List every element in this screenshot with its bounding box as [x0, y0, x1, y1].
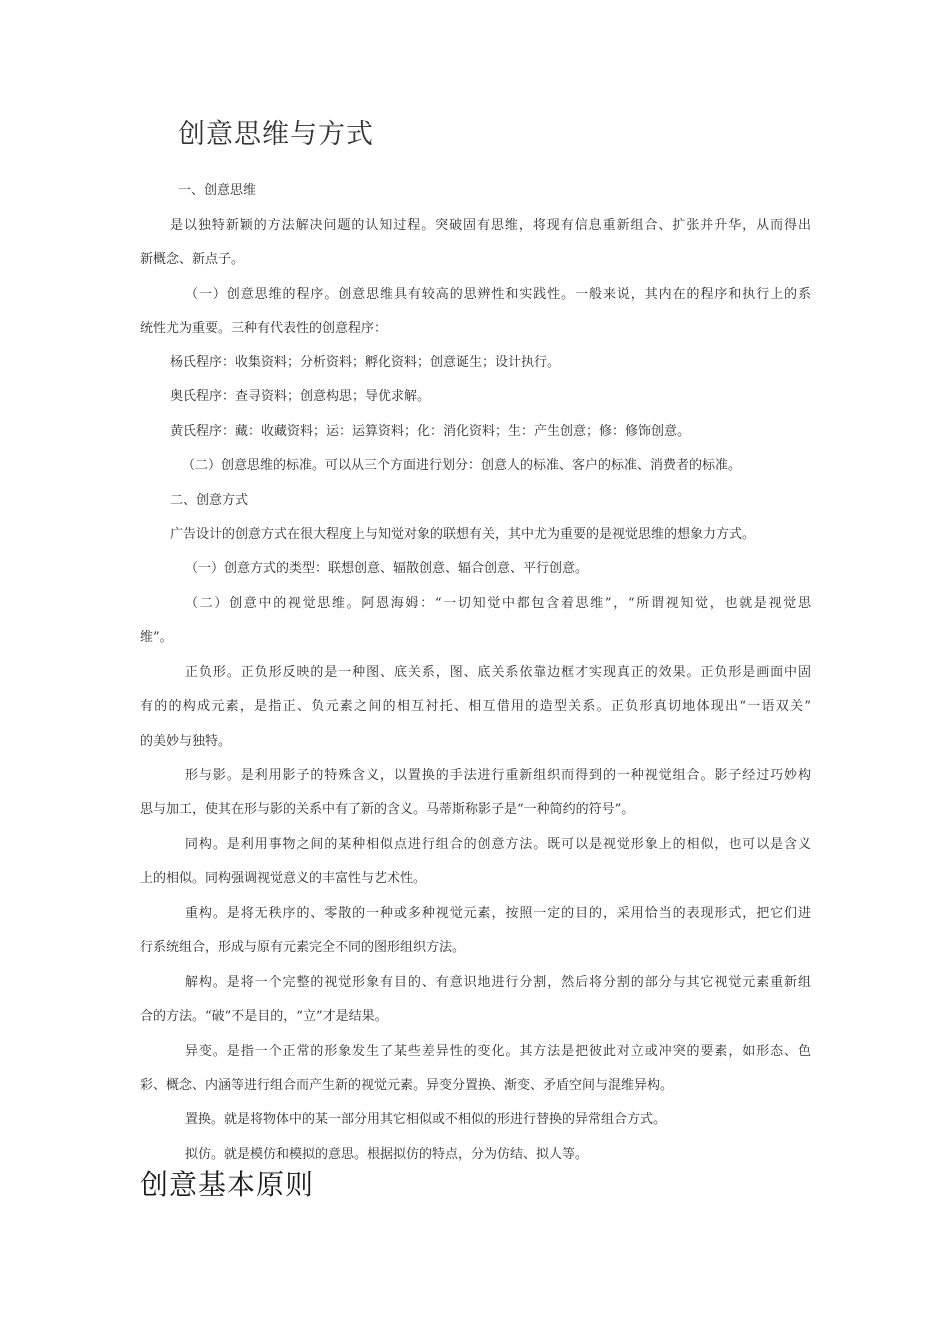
- paragraph-line: 统性尤为重要。三种有代表性的创意程序：: [140, 321, 388, 336]
- paragraph-line: 正负形。正负形反映的是一种图、底关系，图、底关系依靠边框才实现真正的效果。正负形是画面中固: [185, 665, 811, 680]
- paragraph-line: 拟仿。就是模仿和模拟的意思。根据拟仿的特点，分为仿结、拟人等。: [185, 1147, 589, 1162]
- paragraph-line: （一）创意思维的程序。创意思维具有较高的思辨性和实践性。一般来说，其内在的程序和执行上的系: [185, 287, 811, 302]
- paragraph-line: 杨氏程序：收集资料；分析资料；孵化资料；创意诞生；设计执行。: [170, 355, 561, 370]
- paragraph-line: 置换。就是将物体中的某一部分用其它相似或不相似的形进行替换的异常组合方式。: [185, 1112, 667, 1127]
- paragraph-line: 解构。是将一个完整的视觉形象有目的、有意识地进行分割，然后将分割的部分与其它视觉元素重新组: [185, 975, 811, 990]
- paragraph-line: （一）创意方式的类型：联想创意、辐散创意、辐合创意、平行创意。: [185, 561, 589, 576]
- paragraph-line: 新概念、新点子。: [140, 252, 245, 267]
- paragraph-line: （二）创意中的视觉思维。阿恩海姆：“一切知觉中都包含着思维”，“所谓视知觉，也就是视觉思: [185, 596, 811, 611]
- paragraph-line: 形与影。是利用影子的特殊含义，以置换的手法进行重新组织而得到的一种视觉组合。影子经过巧妙构: [185, 768, 811, 783]
- section-heading-creative-methods: 二、创意方式: [170, 493, 249, 508]
- paragraph-line: 同构。是利用事物之间的某种相似点进行组合的创意方法。既可以是视觉形象上的相似，也可以是含义: [185, 837, 811, 852]
- paragraph-line: 合的方法。“破”不是目的，“立”才是结果。: [140, 1009, 388, 1024]
- page-title: 创意思维与方式: [178, 119, 374, 150]
- paragraph-line: 维”。: [140, 630, 173, 645]
- section-heading-creative-thinking: 一、创意思维: [178, 183, 257, 198]
- paragraph-line: 奥氏程序：查寻资料；创意构思；导优求解。: [170, 389, 431, 404]
- paragraph-line: 是以独特新颖的方法解决问题的认知过程。突破固有思维，将现有信息重新组合、扩张并升华，从而得出: [170, 218, 811, 233]
- paragraph-line: 重构。是将无秩序的、零散的一种或多种视觉元素，按照一定的目的，采用恰当的表现形式，把它们进: [185, 906, 811, 921]
- paragraph-line: 黄氏程序：藏：收藏资料；运：运算资料；化：消化资料；生：产生创意；修：修饰创意。: [170, 424, 691, 439]
- paragraph-line: 行系统组合，形成与原有元素完全不同的图形组织方法。: [140, 940, 466, 955]
- paragraph-line: 异变。是指一个正常的形象发生了某些差异性的变化。其方法是把彼此对立或冲突的要素，如形态、色: [185, 1044, 811, 1059]
- section-title-basic-principles: 创意基本原则: [140, 1168, 315, 1201]
- paragraph-line: 上的相似。同构强调视觉意义的丰富性与艺术性。: [140, 871, 427, 886]
- paragraph-line: 的美妙与独特。: [140, 734, 232, 749]
- paragraph-line: 有的的构成元素，是指正、负元素之间的相互衬托、相互借用的造型关系。正负形真切地体现出“一语双关”: [140, 699, 811, 714]
- paragraph-line: 彩、概念、内涵等进行组合而产生新的视觉元素。异变分置换、渐变、矛盾空间与混维异构。: [140, 1078, 674, 1093]
- paragraph-line: （二）创意思维的标准。可以从三个方面进行划分：创意人的标准、客户的标准、消费者的标准。: [182, 458, 742, 473]
- paragraph-line: 思与加工，使其在形与影的关系中有了新的含义。马蒂斯称影子是“一种简约的符号”。: [140, 802, 635, 817]
- paragraph-line: 广告设计的创意方式在很大程度上与知觉对象的联想有关，其中尤为重要的是视觉思维的想象力方式。: [170, 527, 756, 542]
